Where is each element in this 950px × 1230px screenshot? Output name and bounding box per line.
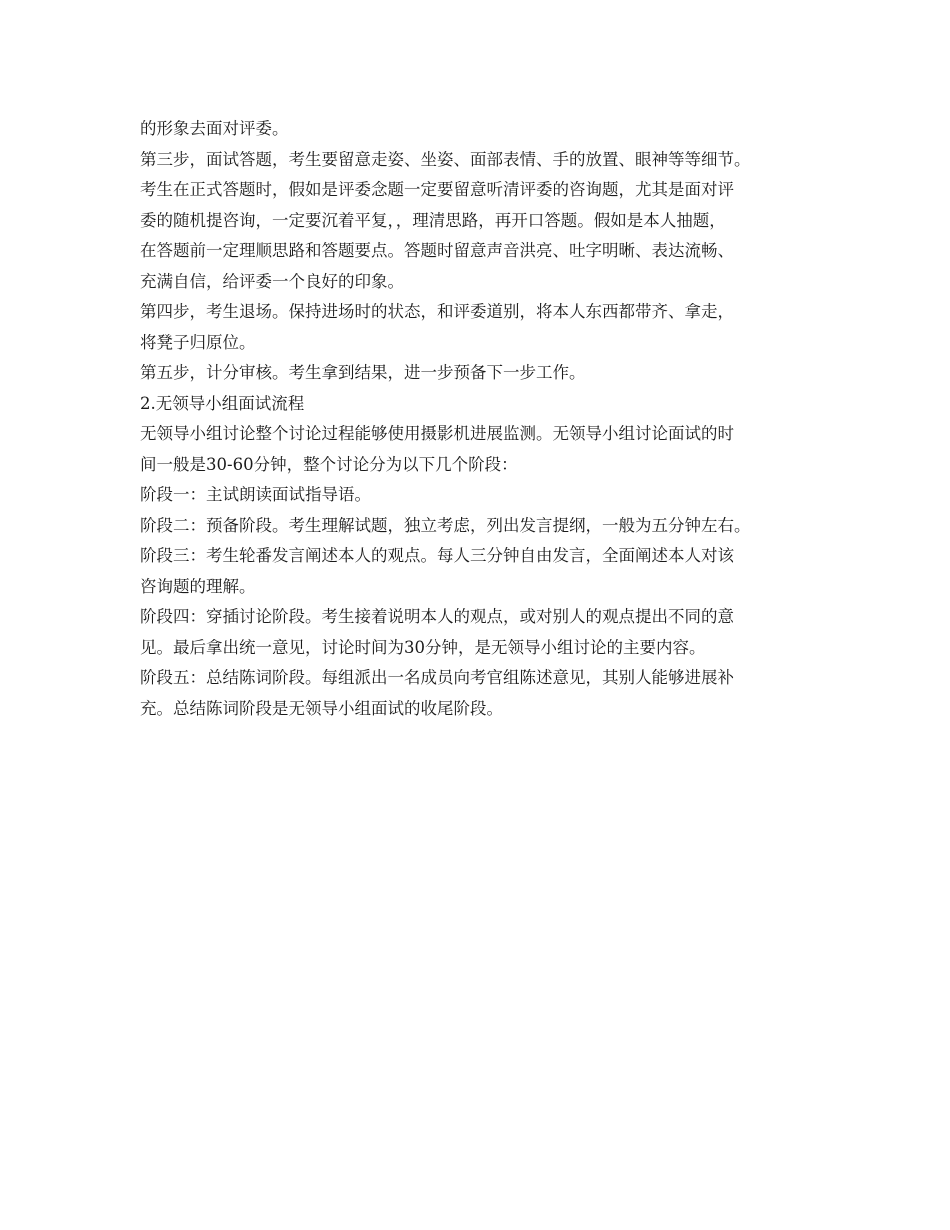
text-line: 第四步，考生退场。保持进场时的状态，和评委道别，将本人东西都带齐、拿走， — [140, 302, 734, 321]
document-body — [140, 114, 820, 724]
text-line: 在答题前一定理顺思路和答题要点。答题时留意声音洪亮、吐字明晰、表达流畅、 — [140, 241, 734, 260]
text-line: 阶段三：考生轮番发言阐述本人的观点。每人三分钟自由发言，全面阐述本人对该 — [140, 546, 734, 565]
text-line: 委的随机提咨询，一定要沉着平复，，理清思路，再开口答题。假如是本人抽题， — [140, 210, 726, 230]
text-line: 将凳子归原位。 — [140, 332, 256, 352]
text-line: 第五步，计分审核。考生拿到结果，进一步预备下一步工作。 — [140, 363, 586, 382]
text-line: 考生在正式答题时，假如是评委念题一定要留意听清评委的咨询题，尤其是面对评 — [140, 180, 734, 199]
text-line: 咨询题的理解。 — [140, 576, 256, 596]
text-line: 阶段一：主试朗读面试指导语。 — [140, 485, 371, 504]
text-line: 阶段二：预备阶段。考生理解试题，独立考虑，列出发言提纲，一般为五分钟左右。 — [140, 515, 751, 535]
text-line: 阶段四：穿插讨论阶段。考生接着说明本人的观点，或对别人的观点提出不同的意 — [140, 607, 734, 626]
text-line: 见。最后拿出统一意见，讨论时间为30分钟，是无领导小组讨论的主要内容。 — [140, 637, 706, 657]
text-line: 的形象去面对评委。 — [140, 119, 289, 138]
text-line: 充满自信，给评委一个良好的印象。 — [140, 271, 404, 291]
text-line: 阶段五：总结陈词阶段。每组派出一名成员向考官组陈述意见，其别人能够进展补 — [140, 668, 734, 687]
section-heading: 2.无领导小组面试流程 — [140, 393, 305, 413]
text-line: 无领导小组讨论整个讨论过程能够使用摄影机进展监测。无领导小组讨论面试的时 — [140, 424, 734, 443]
text-line: 第三步，面试答题，考生要留意走姿、坐姿、面部表情、手的放置、眼神等等细节。 — [140, 149, 751, 169]
text-line: 间一般是30-60分钟，整个讨论分为以下几个阶段： — [140, 454, 518, 474]
text-line: 充。总结陈词阶段是无领导小组面试的收尾阶段。 — [140, 698, 503, 718]
